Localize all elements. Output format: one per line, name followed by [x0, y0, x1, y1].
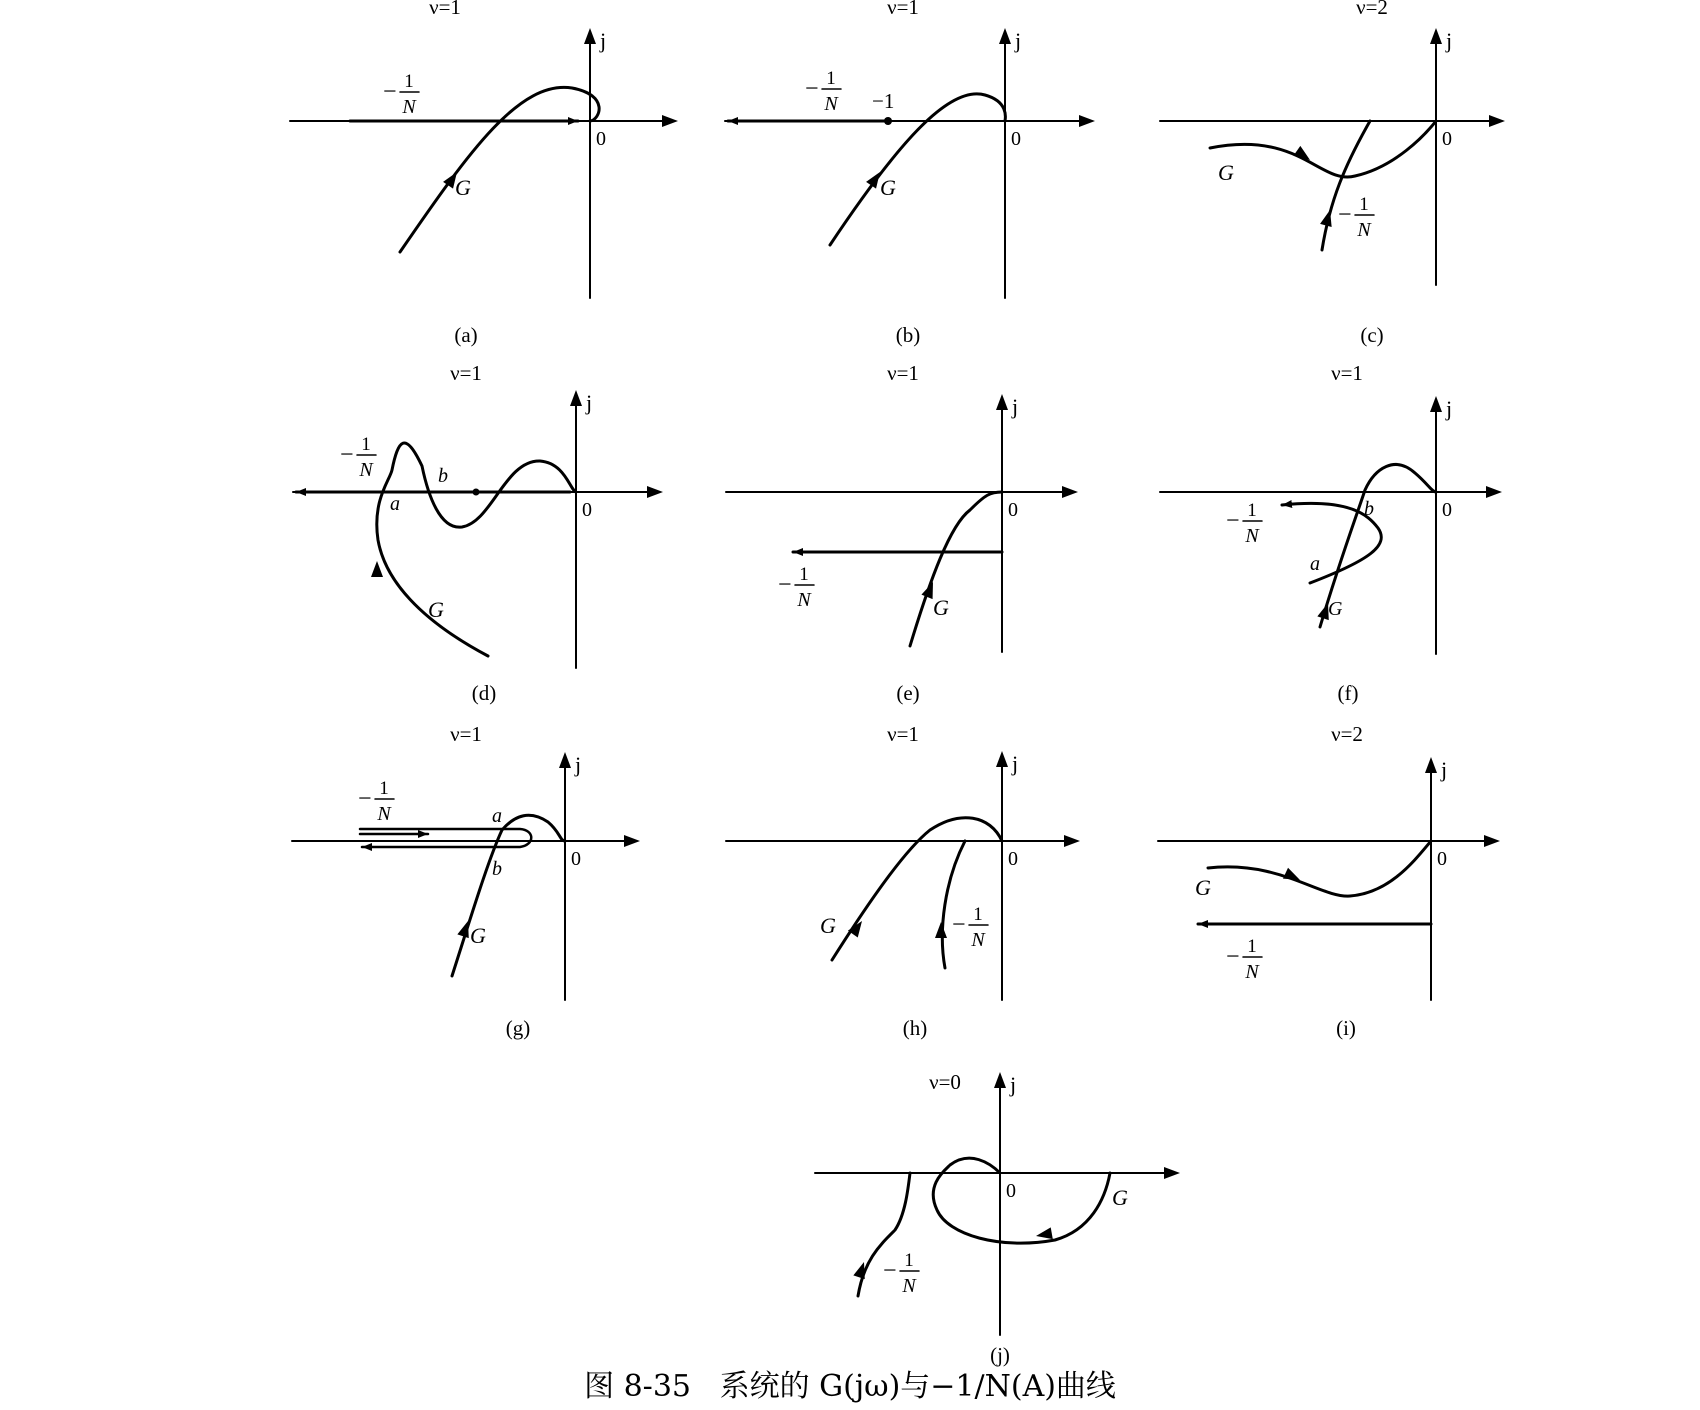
panel-g [292, 722, 640, 1040]
numerator-1: 1 [1359, 194, 1369, 215]
numerator-1: 1 [973, 904, 983, 925]
denominator-N: N [902, 1275, 916, 1297]
caption-number: 图 8-35 [584, 1369, 691, 1404]
G-label: G [1112, 1185, 1128, 1210]
point-b-label: b [1364, 498, 1374, 520]
real-axis-arrow [624, 835, 640, 847]
imag-axis-arrow [1430, 396, 1442, 412]
point-dot [473, 489, 480, 496]
imag-axis-arrow [994, 1072, 1006, 1088]
point-b-label: b [438, 465, 448, 487]
numerator-1: 1 [404, 71, 414, 92]
nu-value: ν=1 [887, 0, 919, 19]
minus-sign: − [883, 1258, 897, 1284]
denominator-N: N [402, 96, 416, 118]
panel-caption: (g) [505, 1016, 531, 1040]
origin-label: 0 [1006, 1180, 1016, 1202]
numerator-1: 1 [826, 68, 836, 89]
panel-c [1160, 0, 1505, 347]
nu-value: ν=1 [887, 722, 919, 746]
imag-axis-label: j [1441, 757, 1448, 782]
minus-1-over-N-label [883, 1250, 919, 1297]
minus-sign: − [340, 442, 354, 468]
panel-b [725, 0, 1095, 347]
G-label: G [1328, 598, 1343, 620]
denominator-N: N [1245, 525, 1259, 547]
nu-value: ν=0 [929, 1070, 961, 1094]
panel-caption: (e) [896, 681, 920, 705]
point-b-label: b [492, 858, 502, 880]
denominator-N: N [359, 459, 373, 481]
minus-1-over-N-label [340, 434, 376, 481]
G-curve [452, 815, 565, 976]
G-label: G [1218, 160, 1234, 185]
panel-caption: (j) [990, 1343, 1010, 1367]
minus-sign: − [383, 79, 397, 105]
minus-one-point [884, 117, 892, 125]
imag-axis-label: j [1012, 751, 1019, 776]
imag-axis-arrow [996, 394, 1008, 410]
G-direction-arrow [457, 921, 468, 938]
numerator-1: 1 [379, 778, 389, 799]
panel-caption: (b) [895, 323, 921, 347]
G-curve [400, 87, 599, 252]
denominator-N: N [377, 803, 391, 825]
G-label: G [455, 175, 471, 200]
real-axis-arrow [1484, 835, 1500, 847]
minus-1-over-N-label [383, 71, 419, 118]
imag-axis-arrow [999, 28, 1011, 44]
origin-label: 0 [1437, 848, 1447, 870]
-1-over-N-arrow [935, 922, 947, 938]
real-axis-arrow [662, 115, 678, 127]
G-label: G [470, 923, 486, 948]
minus-one-label: −1 [872, 89, 895, 113]
minus-sign: − [358, 786, 372, 812]
real-axis-arrow [1164, 1167, 1180, 1179]
origin-label: 0 [1442, 128, 1452, 150]
minus-sign: − [1338, 202, 1352, 228]
figure-caption [0, 1361, 1700, 1405]
G-curve [910, 492, 1002, 646]
imag-axis-label: j [1010, 1072, 1017, 1097]
point-a-label: a [492, 805, 502, 827]
G-label: G [880, 175, 896, 200]
minus-1-over-N-label [1338, 194, 1374, 241]
nu-value: ν=2 [1331, 722, 1363, 746]
panel-caption: (h) [902, 1016, 928, 1040]
G-label: G [1195, 875, 1211, 900]
G-curve [377, 443, 576, 656]
G-curve [1208, 841, 1431, 896]
real-axis-arrow [1486, 486, 1502, 498]
imag-axis-label: j [1012, 394, 1019, 419]
imag-axis-label: j [1015, 28, 1022, 53]
G-direction-arrow [1283, 868, 1300, 880]
point-a-label: a [1310, 553, 1320, 575]
panel-a [290, 0, 678, 347]
origin-label: 0 [571, 848, 581, 870]
minus-sign: − [805, 76, 819, 102]
G-label: G [820, 913, 836, 938]
real-axis-arrow [647, 486, 663, 498]
numerator-1: 1 [799, 564, 809, 585]
imag-axis-arrow [584, 28, 596, 44]
denominator-N: N [971, 929, 985, 951]
imag-axis-label: j [1446, 28, 1453, 53]
imag-axis-arrow [996, 751, 1008, 767]
nu-value: ν=1 [450, 722, 482, 746]
imag-axis-arrow [559, 752, 571, 768]
G-direction-arrow [1036, 1227, 1053, 1239]
G-curve [830, 94, 1005, 245]
minus-1-over-N-label [952, 904, 988, 951]
minus-1-over-N-label [1226, 500, 1262, 547]
panel-j [815, 1070, 1180, 1367]
panel-f [1160, 361, 1502, 705]
point-a-label: a [390, 493, 400, 515]
panel-caption: (i) [1336, 1016, 1356, 1040]
origin-label: 0 [1008, 848, 1018, 870]
minus-sign: − [1226, 508, 1240, 534]
origin-label: 0 [1442, 499, 1452, 521]
origin-label: 0 [596, 128, 606, 150]
denominator-N: N [797, 589, 811, 611]
imag-axis-label: j [1446, 396, 1453, 421]
minus-sign: − [1226, 944, 1240, 970]
imag-axis-label: j [600, 28, 607, 53]
denominator-N: N [1245, 961, 1259, 983]
G-curve [1210, 121, 1436, 177]
imag-axis-arrow [1430, 28, 1442, 44]
G-label: G [933, 595, 949, 620]
numerator-1: 1 [1247, 936, 1257, 957]
-1-over-N-arrow [1320, 210, 1332, 227]
G-direction-arrow [371, 561, 383, 577]
-1-over-N-curve [942, 841, 965, 968]
imag-axis-arrow [1425, 757, 1437, 773]
panel-caption: (a) [454, 323, 478, 347]
nu-value: ν=1 [887, 361, 919, 385]
G-label: G [428, 597, 444, 622]
nu-value: ν=1 [429, 0, 461, 19]
caption-text: 系统的 G(jω)与−1/N(A)曲线 [719, 1369, 1116, 1404]
panel-d [293, 361, 663, 705]
panel-caption: (f) [1337, 681, 1359, 705]
minus-1-over-N-label [778, 564, 814, 611]
minus-sign: − [778, 572, 792, 598]
real-axis-arrow [1062, 486, 1078, 498]
panel-caption: (d) [471, 681, 497, 705]
G-direction-arrow [866, 172, 880, 189]
-1-over-N-loop [360, 829, 531, 847]
numerator-1: 1 [1247, 500, 1257, 521]
imag-axis-arrow [570, 390, 582, 406]
nu-value: ν=1 [450, 361, 482, 385]
denominator-N: N [824, 93, 838, 115]
panel-i [1158, 722, 1500, 1040]
minus-1-over-N-label [358, 778, 394, 825]
minus-1-over-N-label [805, 68, 841, 115]
numerator-1: 1 [904, 1250, 914, 1271]
panel-e [726, 361, 1078, 705]
numerator-1: 1 [361, 434, 371, 455]
panel-caption: (c) [1360, 323, 1384, 347]
panel-h [726, 722, 1080, 1040]
-1-over-N-arrow [853, 1262, 864, 1279]
denominator-N: N [1357, 219, 1371, 241]
G-curve [933, 1158, 1110, 1243]
nu-value: ν=1 [1331, 361, 1363, 385]
minus-sign: − [952, 912, 966, 938]
G-direction-arrow [921, 582, 933, 599]
nu-value: ν=2 [1356, 0, 1388, 19]
minus-1-over-N-label [1226, 936, 1262, 983]
origin-label: 0 [1011, 128, 1021, 150]
imag-axis-label: j [575, 752, 582, 777]
real-axis-arrow [1489, 115, 1505, 127]
real-axis-arrow [1079, 115, 1095, 127]
real-axis-arrow [1064, 835, 1080, 847]
origin-label: 0 [1008, 499, 1018, 521]
imag-axis-label: j [586, 390, 593, 415]
origin-label: 0 [582, 499, 592, 521]
